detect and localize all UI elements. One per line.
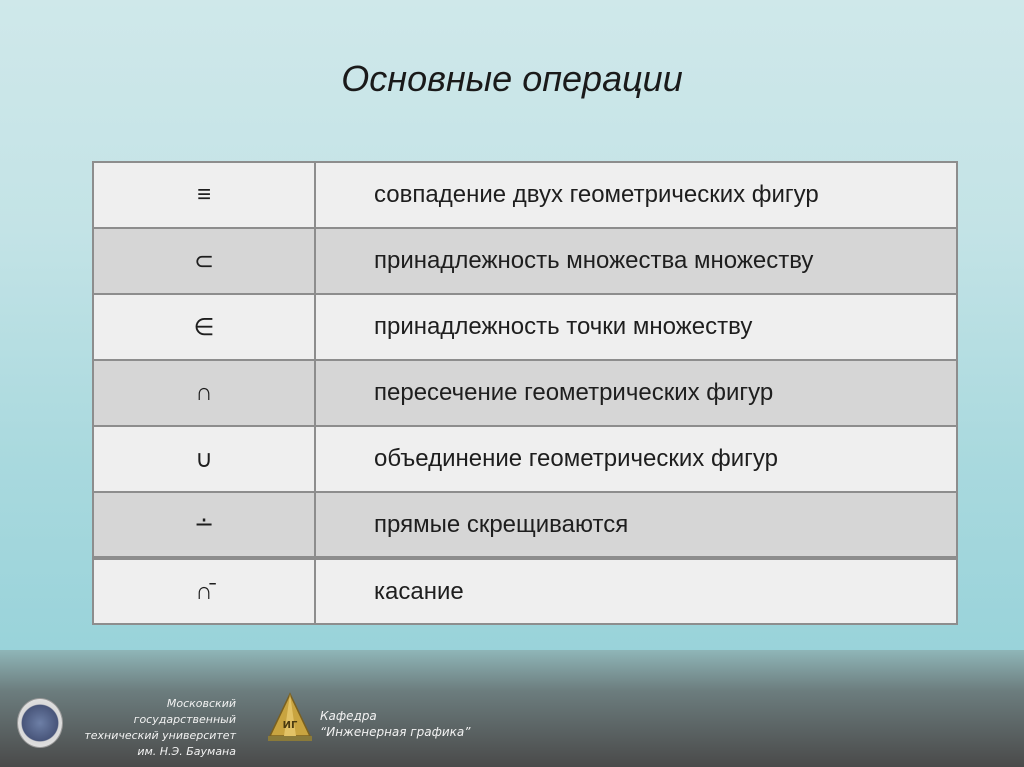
department-name: Кафедра “Инженерная графика” xyxy=(320,709,471,739)
slide-title: Основные операции xyxy=(341,58,683,99)
table-row xyxy=(93,228,957,294)
table-row xyxy=(93,360,957,426)
operations-table xyxy=(92,161,958,625)
operation-symbol: ∸ xyxy=(93,492,315,558)
operation-symbol: ⊂ xyxy=(93,228,315,294)
table-row xyxy=(93,294,957,360)
operation-description: прямые скрещиваются xyxy=(315,492,957,558)
university-name: Московский государственный технический университет им. Н.Э. Баумана xyxy=(84,697,236,758)
table-row xyxy=(93,426,957,492)
department-logo-icon xyxy=(266,692,314,744)
operation-symbol: ∩ xyxy=(93,360,315,426)
table-row xyxy=(93,558,957,624)
table-row xyxy=(93,162,957,228)
operation-description: принадлежность множества множеству xyxy=(315,228,957,294)
slide-footer xyxy=(0,650,1024,767)
operation-description: объединение геометрических фигур xyxy=(315,426,957,492)
svg-text:ИГ: ИГ xyxy=(282,720,298,731)
operation-description: совпадение двух геометрических фигур xyxy=(315,162,957,228)
operation-symbol: ≡ xyxy=(93,162,315,228)
operation-description: принадлежность точки множеству xyxy=(315,294,957,360)
operation-symbol: ∪ xyxy=(93,426,315,492)
operation-description: пересечение геометрических фигур xyxy=(315,360,957,426)
university-seal-icon xyxy=(17,698,63,748)
operation-description: касание xyxy=(315,558,957,624)
table-row xyxy=(93,492,957,558)
operation-symbol: ∩̄ xyxy=(93,558,315,624)
operation-symbol: ∈ xyxy=(93,294,315,360)
